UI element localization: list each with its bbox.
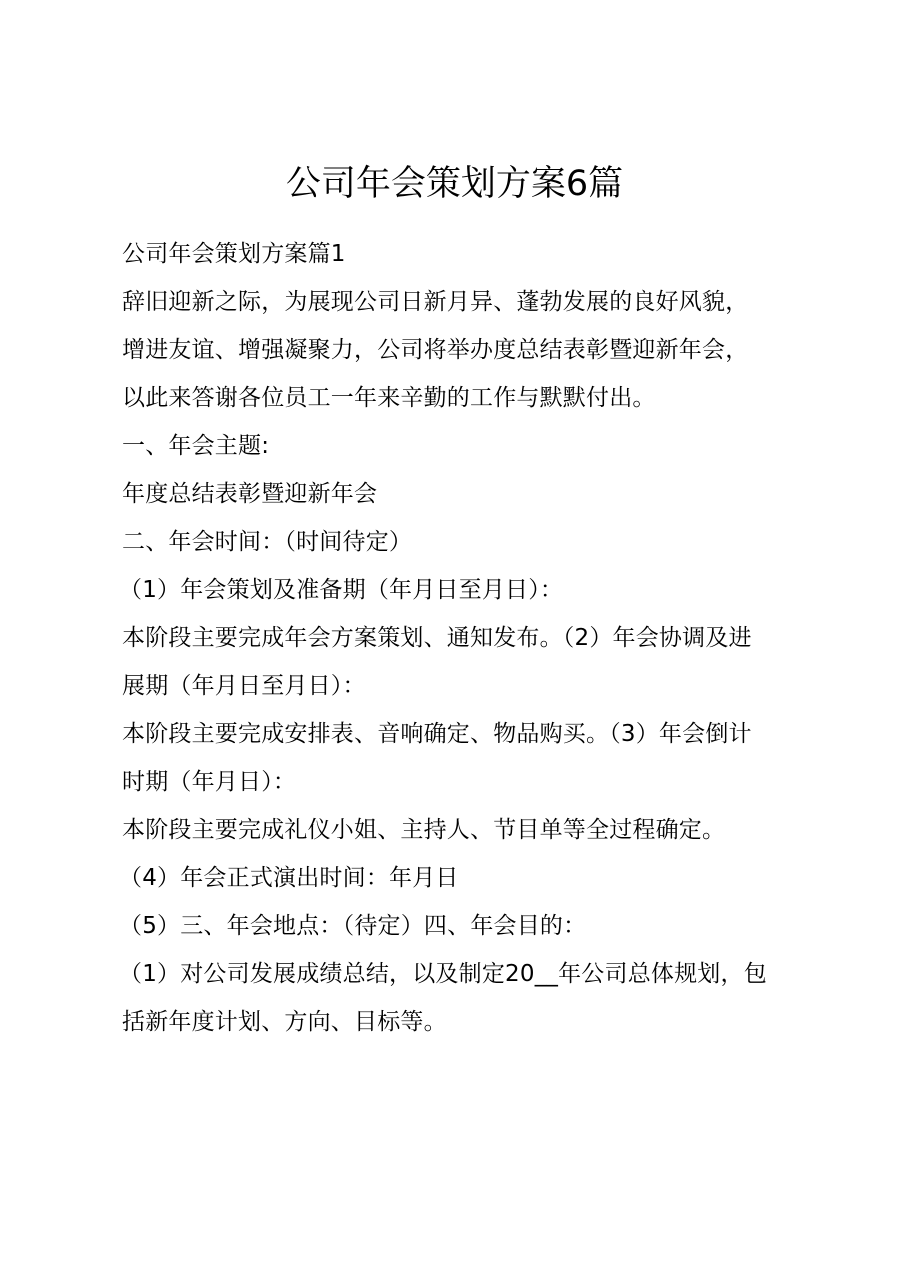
paragraph-line: 年度总结表彰暨迎新年会: [122, 481, 378, 507]
section-heading: 公司年会策划方案篇1: [122, 241, 346, 267]
paragraph-line: 辞旧迎新之际，为展现公司日新月异、蓬勃发展的良好风貌，: [122, 289, 749, 315]
paragraph-line: 本阶段主要完成礼仪小姐、主持人、节目单等全过程确定。: [122, 817, 726, 843]
paragraph-line: 括新年度计划、方向、目标等。: [122, 1009, 447, 1035]
list-item: （5）三、年会地点：（待定）四、年会目的：: [119, 913, 587, 939]
list-item: （1）年会策划及准备期（年月日至月日）：: [119, 577, 564, 603]
paragraph-line: 展期（年月日至月日）：: [122, 673, 366, 699]
list-item: （1）对公司发展成绩总结，以及制定20__年公司总体规划，包: [119, 961, 767, 987]
section-heading-time: 二、年会时间：（时间待定）: [122, 529, 413, 555]
document-body: [119, 230, 812, 1046]
paragraph-line: 增进友谊、增强凝聚力，公司将举办度总结表彰暨迎新年会，: [122, 337, 749, 363]
section-heading-theme: 一、年会主题:: [122, 433, 270, 459]
paragraph-line: 本阶段主要完成安排表、音响确定、物品购买。（3）年会倒计: [122, 721, 752, 747]
document-title: 公司年会策划方案6篇: [285, 164, 624, 204]
paragraph-line: 时期（年月日）：: [122, 769, 297, 795]
paragraph-line: 本阶段主要完成年会方案策划、通知发布。（2）年会协调及进: [122, 625, 752, 651]
list-item: （4）年会正式演出时间：年月日: [119, 865, 459, 891]
paragraph-line: 以此来答谢各位员工一年来辛勤的工作与默默付出。: [122, 385, 656, 411]
